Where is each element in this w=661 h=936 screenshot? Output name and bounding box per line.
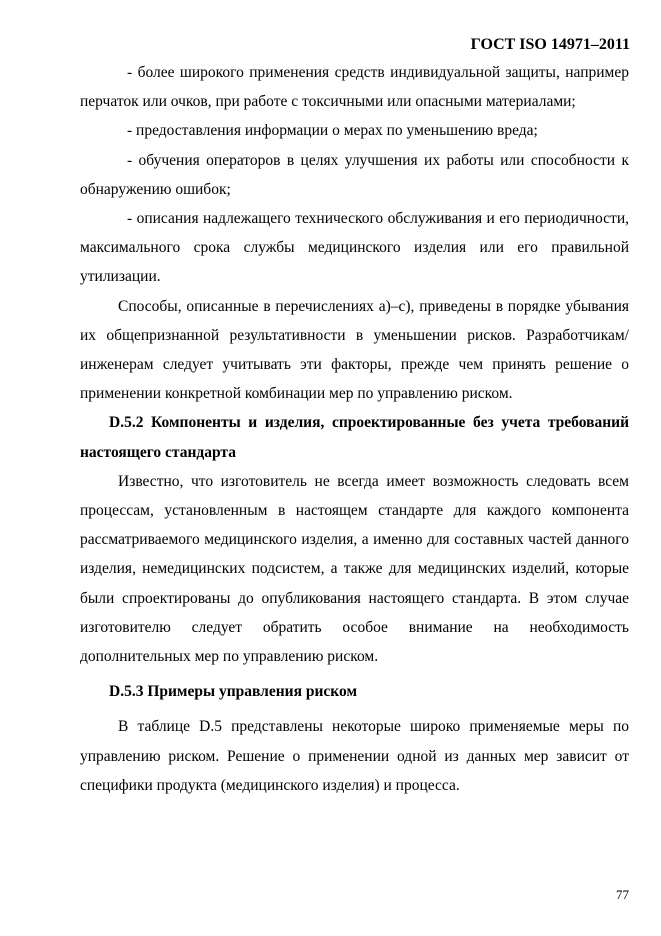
list-item: - более широкого применения средств индивидуальной защиты, например перчаток или очков, при работе с токсичными или опасными материалами; [80, 64, 629, 111]
section-heading-d52: D.5.2 Компоненты и изделия, спроектированные без учета требований настоящего стандарта [80, 414, 629, 461]
paragraph-order: Способы, описанные в перечислениях а)–с), приведены в порядке убывания их общепризнанной результативности в уменьшении рисков. Разработчикам/инженерам следует учитывать эти факторы, прежде чем принять решение о применении конкретной комбинации мер по управлению риском. [80, 297, 629, 403]
list-item: - описания надлежащего технического обслуживания и его периодичности, максимального срока службы медицинского изделия или его правильной утилизации. [80, 210, 629, 286]
standard-code-header: ГОСТ ISO 14971–2011 [470, 36, 630, 53]
list-item: - предоставления информации о мерах по уменьшению вреда; [127, 122, 538, 140]
page-number: 77 [616, 887, 629, 902]
section-heading-d53: D.5.3 Примеры управления риском [109, 683, 358, 701]
section-paragraph-d52: Известно, что изготовитель не всегда имеет возможность следовать всем процессам, установленным в настоящем стандарте для каждого компонента рассматриваемого медицинского изделия, а именно для составных частей данного изделия, немедицинских подсистем, а также для медицинских изделий, которые были спроектированы до опубликования настоящего стандарта. В этом случае изготовителю следует обратить особое внимание на необходимость дополнительных мер по управлению риском. [80, 472, 629, 666]
page-content [80, 58, 629, 800]
list-item: - обучения операторов в целях улучшения их работы или способности к обнаружению ошибок; [80, 151, 629, 198]
section-paragraph-d53: В таблице D.5 представлены некоторые широко применяемые меры по управлению риском. Решение о применении одной из данных мер зависит от специфики продукта (медицинского изделия) и процесса. [80, 718, 629, 794]
